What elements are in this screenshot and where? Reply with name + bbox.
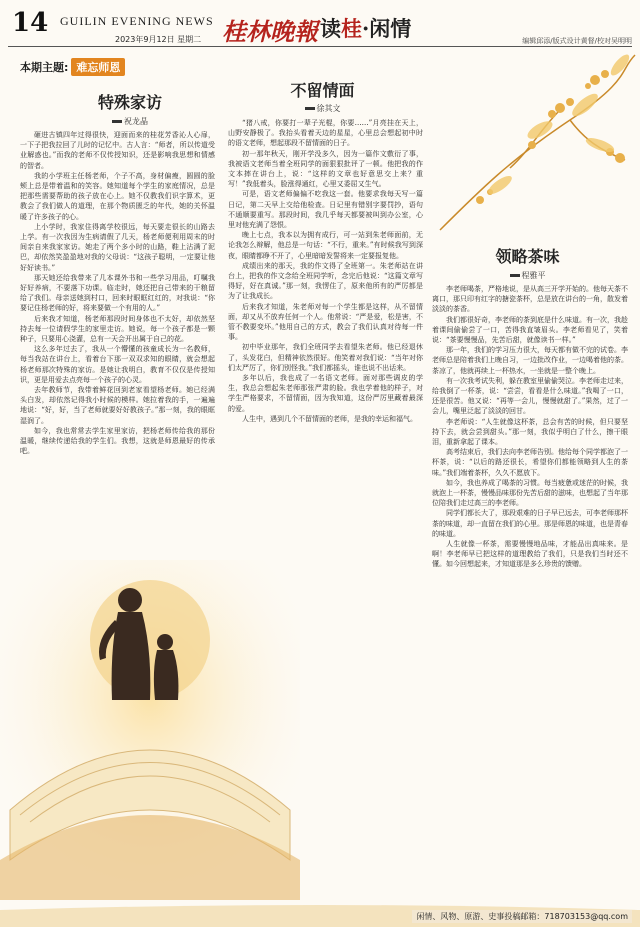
paragraph: 李老师喝茶，严格地说，是从高三开学开始的。他每天茶不离口，那只印有红字的搪瓷茶杯，总是放在讲台的一角，散发着淡淡的茶香。 xyxy=(432,285,628,314)
theme-label: 本期主题: xyxy=(20,61,69,74)
paragraph: 晚上七点，我本以为拥有成行，可一站到朱老师面前，无论我怎么辩解，他总是一句话：“不行，重来。”有时候我写到深夜，眼睛都睁不开了，心里暗暗发誓将来一定要报复他。 xyxy=(228,231,423,260)
paragraph: 后来我才知道，杨老师那段时间身体也不太好，却依然坚持去每一位请假学生的家里走访。她说，每一个孩子都是一颗种子，只要用心浇灌，总有一天会开出属于自己的花。 xyxy=(20,314,215,344)
paragraph: 人生中，遇到几个不留情面的老师，是我的幸运和福气。 xyxy=(242,414,417,423)
paragraph: 去年教师节，我带着鲜花回到老家看望杨老师。她已经满头白发，却依然记得我小时候的模样。她拉着我的手，一遍遍地说：“好，好，当了老师就要好好教孩子。”那一刻，我的眼眶湿润了。 xyxy=(20,386,215,425)
paragraph: 李老师说：“人生就像这杯茶，总会有苦的时候，但只要坚持下去，就会尝到甜头。”那一刻，我似乎明白了什么，擦干眼泪，重新拿起了课本。 xyxy=(432,417,628,447)
paragraph: 我们都很好奇，李老师的茶到底是什么味道。有一次，我趁着课间偷偷尝了一口，苦得我直皱眉头。李老师看见了，笑着说：“茶要慢慢品，先苦后甜，就像读书一样。” xyxy=(432,315,628,345)
paragraph: 高考结束后，我们去向李老师告别。他给每个同学都泡了一杯茶，说：“以后的路还很长，希望你们都能领略到人生的茶味。”我们端着茶杯，久久不愿放下。 xyxy=(432,448,628,477)
column-suffix: ·闲情 xyxy=(362,16,412,41)
paragraph: 如今，我也养成了喝茶的习惯。每当疲惫或迷茫的时候，我就泡上一杯茶，慢慢品味那份先苦后甜的滋味，也想起了当年那位陪我们走过高三的李老师。 xyxy=(432,478,628,508)
paragraph: 后来我才知道，朱老师对每一个学生都是这样，从不留情面，却又从不放弃任何一个人。他常说：“严是爱，松是害，不管不教要变坏。”他用自己的方式，教会了我们认真对待每一件事。 xyxy=(228,302,423,342)
column-name xyxy=(320,13,411,43)
paragraph: 那一年，我们的学习压力很大，每天都有做不完的试卷。李老师总是陪着我们上晚自习，一边批改作业，一边喝着他的茶。茶凉了，他就再续上一杯热水，一坐就是一整个晚上。 xyxy=(432,346,628,375)
paragraph: 如今，我也常常去学生家里家访，把杨老师传给我的那份温暖，继续传递给我的学生们。我想，这就是师恩最好的传承吧。 xyxy=(20,426,215,456)
submission-email: 闲情、风物、原游、史事投稿邮箱：718703153@qq.com xyxy=(412,910,632,923)
article-title: 特殊家访 xyxy=(97,93,162,112)
paragraph: 初中毕业那年，我们全班同学去看望朱老师。他已经退休了，头发花白，但精神依然很好。他笑着对我们说：“当年对你们太严厉了，你们别怪我。”我们都摇头，谁也说不出话来。 xyxy=(228,343,423,372)
paragraph: 上小学时，我家住得离学校很远，每天要走很长的山路去上学。有一次我因为生病请假了几天，杨老师便利用周末的时间亲自来我家家访。她走了两个多小时的山路，鞋上沾满了泥巴，却依然笑盈盈地对我的父母说：“这孩子聪明，一定要让他好好读书。” xyxy=(20,222,215,272)
paragraph: 有一次我考试失利，躲在教室里偷偷哭泣。李老师走过来，给我倒了一杯茶，说：“尝尝，看看是什么味道。”我喝了一口，还是很苦。他又说：“再等一会儿，慢慢就甜了。”果然，过了一会儿，嘴里泛起了淡淡的回甘。 xyxy=(432,376,628,416)
paragraph: 同学们都长大了，那段艰难的日子早已远去，可李老师那杯茶的味道，却一直留在我们的心里。那是师恩的味道，也是青春的味道。 xyxy=(432,509,628,538)
paragraph: 人生就像一杯茶，需要慢慢地品味，才能品出真味来。是啊！李老师早已把这样的道理教给了我们，只是我们当时还不懂。如今回想起来，才知道那是多么珍贵的馈赠。 xyxy=(432,540,628,569)
article-title: 不留情面 xyxy=(290,81,355,100)
article-body xyxy=(228,118,423,878)
article-author: 徐其文 xyxy=(225,103,420,114)
issue-date: 2023年9月12日 星期二 xyxy=(115,35,202,44)
osmanthus-illustration xyxy=(420,50,640,240)
issue-theme xyxy=(20,58,125,76)
paragraph: 我的小学班主任杨老师，个子不高，身材偏瘦，圆圆的脸颊上总是带着温和的笑容。她知道每个学生的家庭情况，总是把那些需要帮助的孩子放在心上。她不仅教我们识字算术，更教会了我们做人的道理，在那个物质匮乏的年代，她的关怀温暖了许多孩子的心。 xyxy=(20,171,215,221)
article-author: 程雅平 xyxy=(430,270,625,281)
article-author: 祝龙晶 xyxy=(40,116,220,127)
staff-credits: 编辑邱添/版式设计黄督/校对吴明明 xyxy=(522,37,632,45)
column-highlight: 桂 xyxy=(341,16,362,41)
article-body xyxy=(432,284,628,894)
paragraph: 砸进古镇四年过得很快，迎面而来的桂花芳香沁人心扉，一下子把我拉回了儿时的记忆中。古人言：“师者，所以传道受业解惑也。”而我的老师不仅传授知识，还是影响我思想和情感的智者。 xyxy=(20,131,215,170)
theme-tag: 难忘师恩 xyxy=(71,58,125,76)
paragraph: 可是，语文老师偏偏不吃我这一套。他要求我每天写一篇日记，第二天早上交给他检查。日记里有错别字要罚抄，语句不通顺要重写。那段时间，我几乎每天都要被叫到办公室，心里对他充满了怨恨。 xyxy=(228,190,423,230)
paper-name: GUILIN EVENING NEWS xyxy=(60,14,214,28)
paragraph: 那天她还给我带来了几本课外书和一些学习用品，叮嘱我好好养病，不要落下功课。临走时，她还把自己带来的干粮留给了我们。母亲送她到村口，回来时眼眶红红的，对我说：“你要记住杨老师的好，将来要做一个有用的人。” xyxy=(20,273,215,313)
header-divider xyxy=(8,46,632,47)
paragraph: 成绩出来的那天，我的作文得了全班第一。朱老师站在讲台上，把我的作文念给全班同学听，念完后他说：“这篇文章写得好，好在真诚。”那一刻，我愣住了，原来他所有的严厉都是为了让我成长。 xyxy=(228,261,423,301)
paragraph: 多年以后，我也成了一名语文老师。面对那些调皮的学生，我总会想起朱老师那张严肃的脸。我也学着他的样子，对学生严格要求，不留情面，因为我知道，这份严厉里藏着最深的爱。 xyxy=(228,374,423,413)
paragraph: 这么多年过去了，我从一个懵懂的孩童成长为一名教师，每当我站在讲台上，看着台下那一双双求知的眼睛，就会想起杨老师那次特殊的家访。是她让我明白，教育不仅仅是传授知识，更是用爱去点亮每一个孩子的心灵。 xyxy=(20,345,215,384)
paragraph: “猪八戒，你要打一辈子光棍，你要……”月亮挂在天上，山野安静极了。我抬头看着天边的星星，心里总会想起初中时的语文老师，想起那段不留情面的日子。 xyxy=(228,119,423,148)
page-number: 14 xyxy=(12,8,49,38)
article-body xyxy=(20,130,215,655)
article-title: 领略茶味 xyxy=(495,247,560,266)
brand-logo: 桂林晚報 xyxy=(222,17,318,46)
paragraph: 初一那年秋天，刚开学没多久，因为一篇作文敷衍了事，我被语文老师当着全班同学的面狠狠批评了一顿。他把我的作文本摔在讲台上，说：“这样的文章也好意思交上来？重写！”我低着头，脸涨得通红，心里又委屈又生气。 xyxy=(228,149,423,189)
column-prefix: 读 xyxy=(320,16,341,41)
